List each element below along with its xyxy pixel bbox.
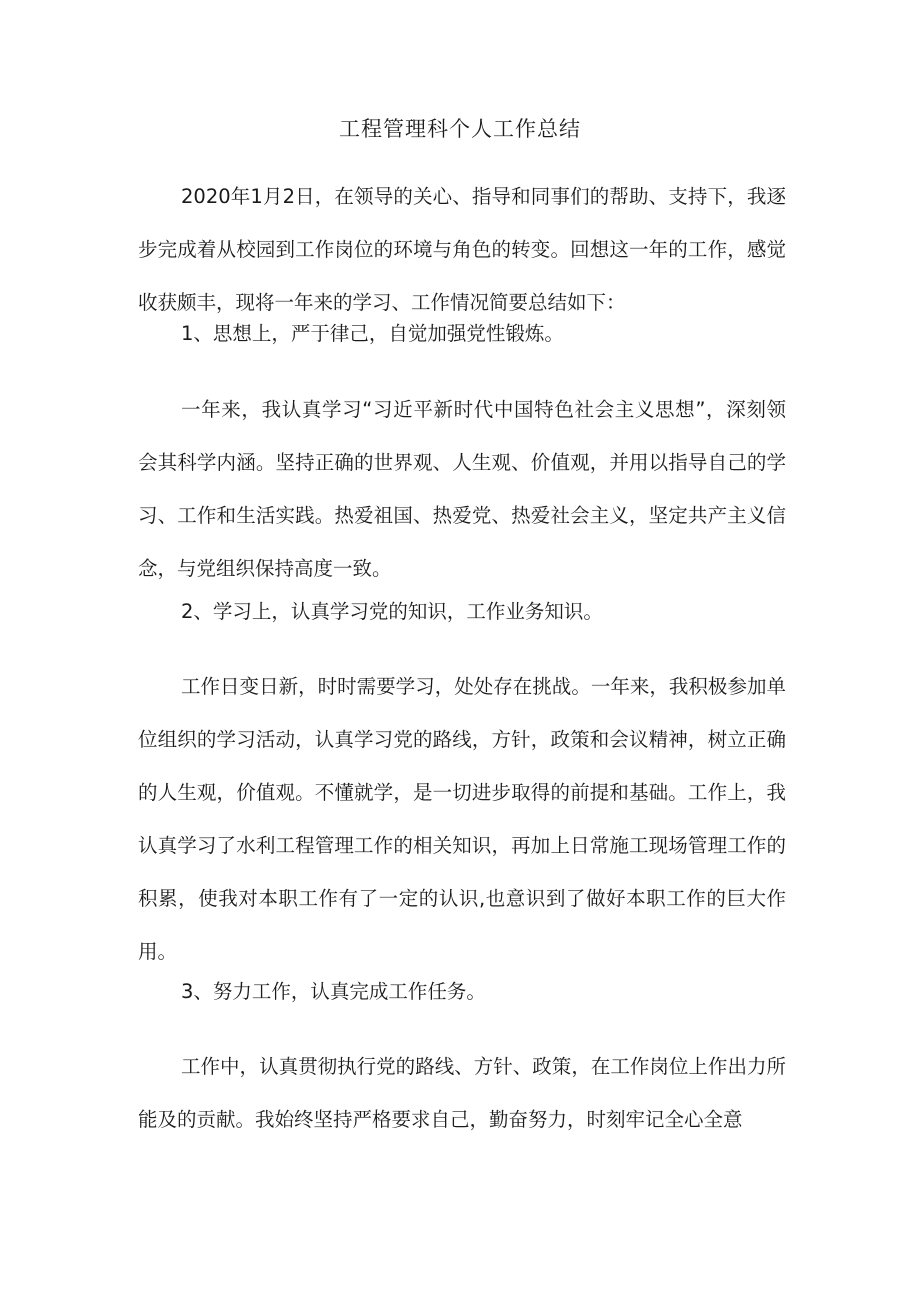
section-body-3: 工作中，认真贯彻执行党的路线、方针、政策，在工作岗位上作出力所能及的贡献。我始终坚持严格要求自己，勤奋努力，时刻牢记全心全意 [138,1055,786,1131]
section-heading-1: 1、思想上，严于律己，自觉加强党性锻炼。 [181,322,564,345]
intro-paragraph: 2020年1月2日，在领导的关心、指导和同事们的帮助、支持下，我逐步完成着从校园到工作岗位的环境与角色的转变。回想这一年的工作，感觉收获颇丰，现将一年来的学习、工作情况简要总结如下： [138,185,786,314]
section-heading-2: 2、学习上，认真学习党的知识，工作业务知识。 [181,600,603,623]
document-title: 工程管理科个人工作总结 [339,117,581,141]
section-body-2: 工作日变日新，时时需要学习，处处存在挑战。一年来，我积极参加单位组织的学习活动，认真学习党的路线，方针，政策和会议精神，树立正确的人生观，价值观。不懂就学，是一切进步取得的前提和基础。工作上，我认真学习了水利工程管理工作的相关知识，再加上日常施工现场管理工作的积累，使我对本职工作有了一定的认识,也意识到了做好本职工作的巨大作用。 [138,675,786,963]
section-heading-3: 3、努力工作，认真完成工作任务。 [181,980,486,1003]
section-body-1: 一年来，我认真学习“习近平新时代中国特色社会主义思想”，深刻领会其科学内涵。坚持正确的世界观、人生观、价值观，并用以指导自己的学习、工作和生活实践。热爱祖国、热爱党、热爱社会主义，坚定共产主义信念，与党组织保持高度一致。 [138,398,786,580]
